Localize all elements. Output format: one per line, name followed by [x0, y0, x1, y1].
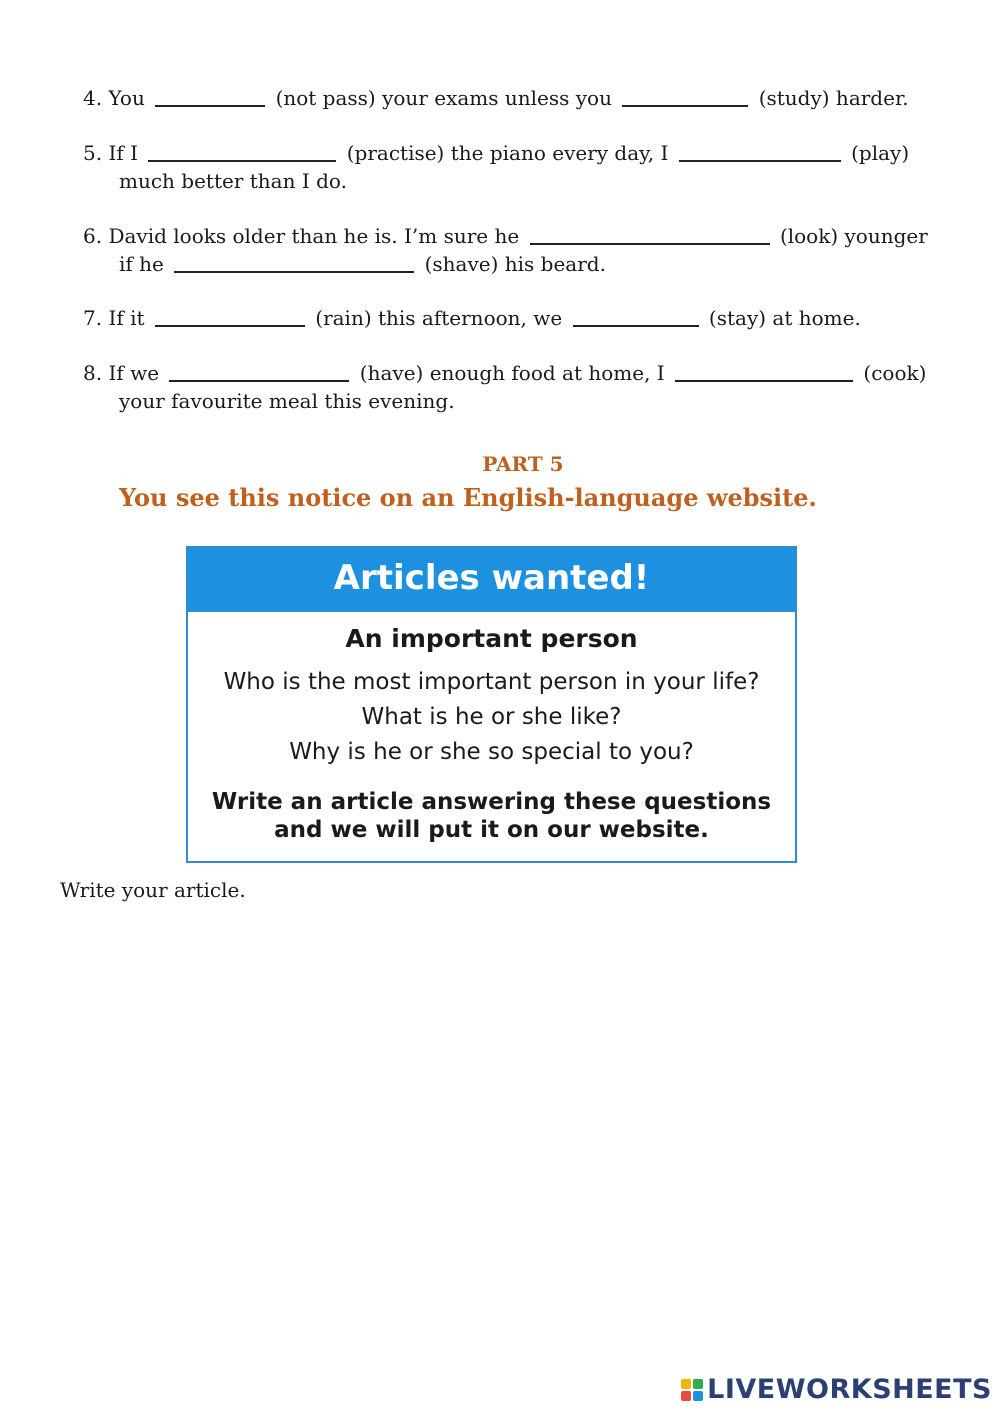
exercise-7: 7. If it (rain) this afternoon, we (stay) at home. [83, 306, 861, 330]
notice-box [186, 546, 797, 863]
exercise-6: 6. David looks older than he is. I’m sure he (look) younger if he (shave) his beard. [83, 224, 928, 276]
answer-blank[interactable] [573, 325, 699, 327]
notice-call-to-action: Write an article answering these questions and we will put it on our website. [211, 789, 772, 843]
notice-questions [188, 665, 795, 770]
liveworksheets-icon [681, 1379, 703, 1401]
notice-subtitle: An important person [345, 624, 638, 653]
notice-question: Why is he or she so special to you? [289, 739, 694, 765]
divider [188, 610, 795, 612]
exercise-8: 8. If we (have) enough food at home, I (cook) your favourite meal this evening. [83, 361, 927, 413]
liveworksheets-logo[interactable] [681, 1374, 992, 1405]
write-prompt: Write your article. [60, 878, 246, 902]
exercise-4: 4. You (not pass) your exams unless you (study) harder. [83, 86, 909, 110]
answer-blank[interactable] [169, 380, 349, 382]
answer-blank[interactable] [174, 271, 414, 273]
answer-blank[interactable] [155, 325, 305, 327]
part-label: PART 5 [482, 452, 564, 476]
answer-blank[interactable] [148, 160, 336, 162]
notice-title: Articles wanted! [188, 548, 795, 610]
part-instruction: You see this notice on an English-language website. [119, 483, 817, 512]
notice-question: Who is the most important person in your life? [223, 669, 760, 695]
brand-name: LIVEWORKSHEETS [707, 1374, 992, 1405]
exercise-5: 5. If I (practise) the piano every day, I (play) much better than I do. [83, 141, 910, 193]
notice-question: What is he or she like? [361, 704, 622, 730]
answer-blank[interactable] [679, 160, 841, 162]
answer-blank[interactable] [155, 105, 265, 107]
answer-blank[interactable] [675, 380, 853, 382]
answer-blank[interactable] [530, 243, 770, 245]
answer-blank[interactable] [622, 105, 748, 107]
